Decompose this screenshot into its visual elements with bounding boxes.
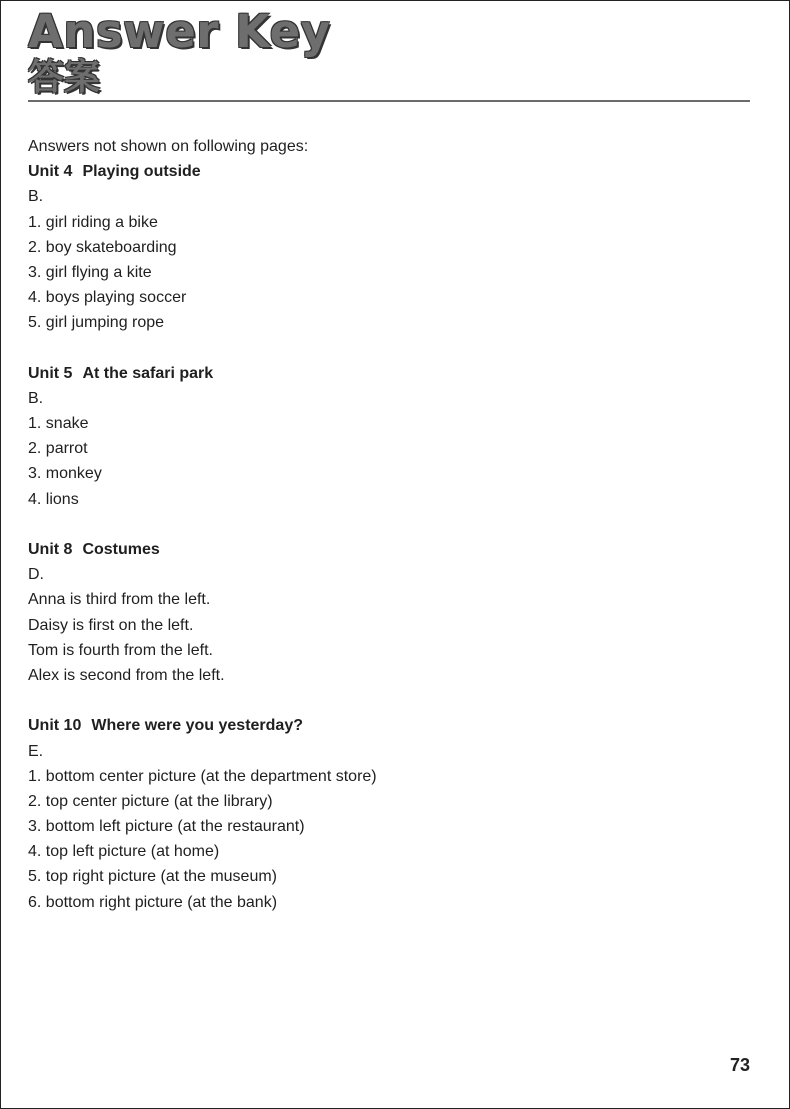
unit-name: Playing outside — [82, 163, 201, 181]
answer-item: 3. monkey — [28, 465, 102, 483]
unit-number: Unit 4 — [28, 163, 73, 181]
section-label: B. — [28, 188, 44, 206]
unit-name: At the safari park — [82, 364, 214, 382]
unit-number: Unit 8 — [28, 541, 73, 558]
unit-heading — [28, 159, 748, 184]
answer-item: 4. top left picture (at home) — [28, 843, 220, 861]
page-number: 73 — [729, 1055, 750, 1075]
intro-text: Answers not shown on following pages: — [28, 138, 309, 155]
answer-item: 3. bottom left picture (at the restaurant) — [28, 818, 305, 836]
title-divider — [28, 100, 750, 102]
page-title: Answer Key — [28, 5, 331, 58]
answer-item: 1. snake — [28, 415, 89, 433]
answer-item: 4. boys playing soccer — [28, 289, 187, 307]
answer-item: Daisy is first on the left. — [28, 616, 194, 634]
answer-item: 6. bottom right picture (at the bank) — [28, 893, 278, 911]
answer-item: Alex is second from the left. — [28, 666, 225, 684]
answer-item: 2. boy skateboarding — [28, 238, 177, 256]
answer-item: 5. girl jumping rope — [28, 314, 165, 332]
unit-heading — [28, 361, 748, 386]
unit-heading — [28, 713, 748, 738]
spacer — [28, 688, 748, 713]
unit-name: Where were you yesterday? — [91, 717, 303, 735]
answer-item: 1. girl riding a bike — [28, 213, 158, 231]
spacer — [28, 336, 748, 361]
answer-item: 4. lions — [28, 490, 79, 508]
answer-item: 3. girl flying a kite — [28, 263, 152, 281]
answer-item: 2. top center picture (at the library) — [28, 792, 273, 810]
answer-item: Tom is fourth from the left. — [28, 641, 213, 659]
answer-item: 5. top right picture (at the museum) — [28, 868, 277, 886]
spacer — [28, 512, 748, 537]
section-label: D. — [28, 566, 44, 584]
page-subtitle: 答案 — [28, 57, 101, 98]
answer-list — [28, 134, 748, 915]
unit-number: Unit 10 — [28, 717, 82, 735]
unit-number: Unit 5 — [28, 364, 73, 382]
section-label: B. — [28, 389, 44, 407]
unit-heading — [28, 537, 748, 562]
answer-item: 1. bottom center picture (at the department store) — [28, 767, 377, 785]
answer-item: 2. parrot — [28, 440, 88, 458]
answer-item: Anna is third from the left. — [28, 591, 211, 609]
section-label: E. — [28, 742, 44, 760]
unit-name: Costumes — [82, 541, 160, 558]
